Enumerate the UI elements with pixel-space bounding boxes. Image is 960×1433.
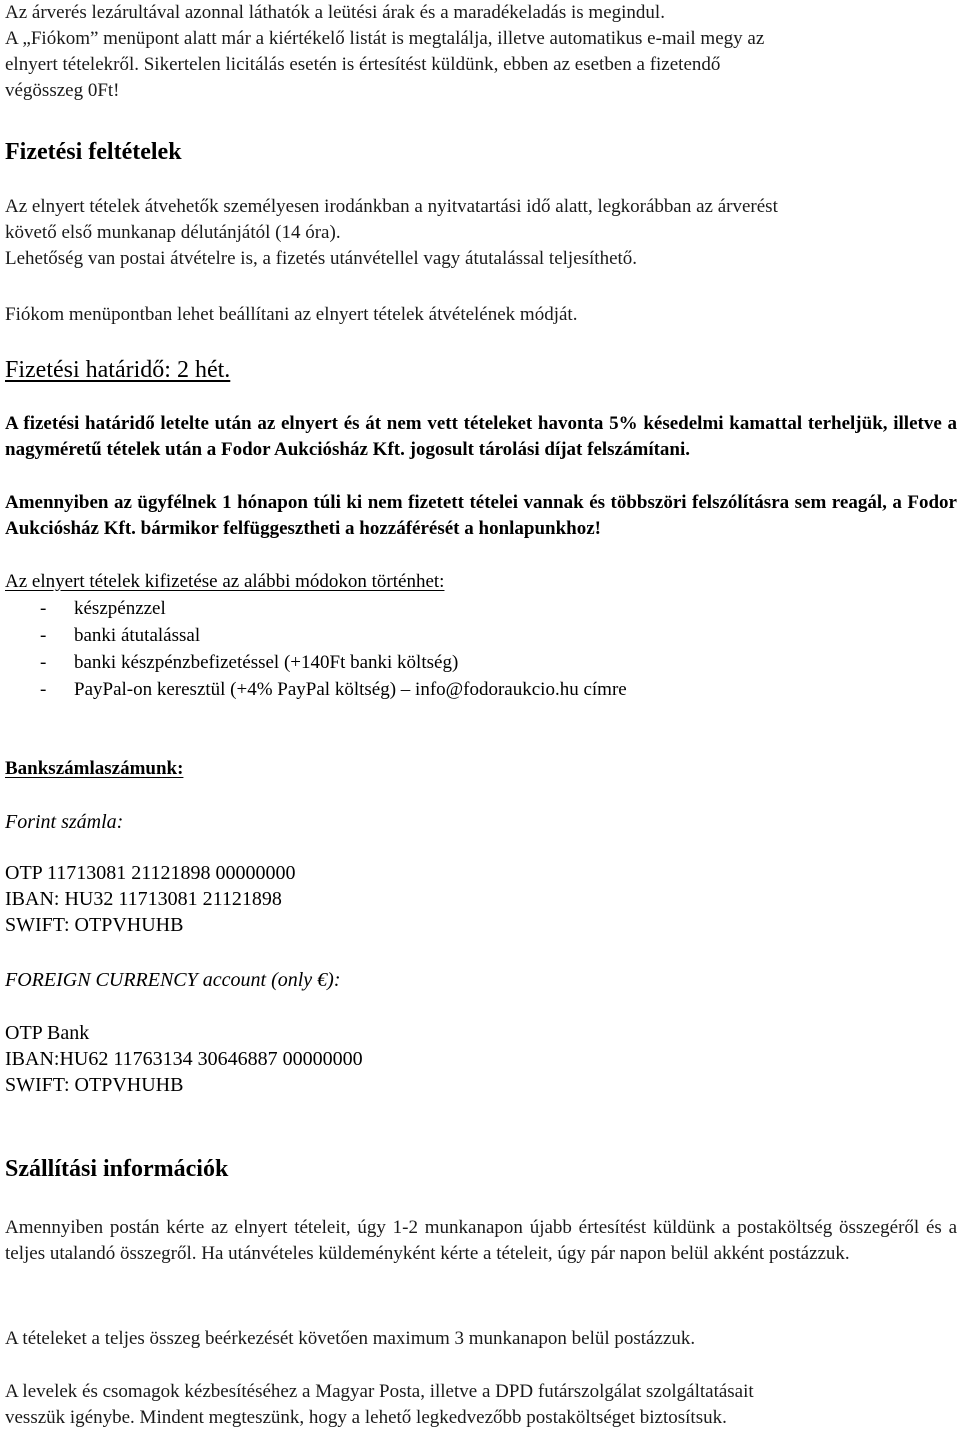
shipping-paragraph-2: A tételeket a teljes összeg beérkezését követően maximum 3 munkanapon belül postázzuk. — [5, 1328, 696, 1349]
list-item-text: banki átutalással — [74, 625, 201, 646]
shipping-paragraph-1: Amennyiben postán kérte az elnyert tételeit, úgy 1-2 munkanapon újabb értesítést küldünk a postaköltség összegéről és a teljes utalandó összegről. Ha utánvételes küldeményként kérte a tételeit, úgy pár napon belül akként postázzuk. — [5, 1217, 957, 1264]
shipping-heading: Szállítási információk — [5, 1156, 229, 1182]
foreign-account-line: OTP Bank — [5, 1022, 90, 1044]
deadline-heading: Fizetési határidő: 2 hét. — [5, 357, 231, 383]
list-dash: - — [40, 652, 47, 673]
list-dash: - — [40, 625, 47, 646]
bank-heading: Bankszámlaszámunk: — [5, 758, 184, 779]
list-item — [5, 676, 957, 703]
foreign-account-details — [5, 1020, 957, 1098]
payment-terms-line: Lehetőség van postai átvételre is, a fizetés utánvétellel vagy átutalással teljesíthető. — [5, 248, 638, 269]
list-dash: - — [40, 679, 47, 700]
list-item-text: banki készpénzbefizetéssel (+140Ft banki költség) — [74, 652, 459, 673]
shipping-line: vesszük igénybe. Mindent megteszünk, hogy a lehető legkedvezőbb postaköltséget biztosítsuk. — [5, 1407, 727, 1428]
intro-line: végösszeg 0Ft! — [5, 80, 120, 101]
payment-terms-line: követő első munkanap délutánjától (14 óra). — [5, 222, 341, 243]
foreign-account-line: IBAN:HU62 11763134 30646887 00000000 — [5, 1048, 363, 1070]
forint-account-label: Forint számla: — [5, 811, 124, 833]
intro-line: Az árverés lezárultával azonnal láthatók a leütési árak és a maradékeladás is megindul. — [5, 2, 665, 23]
forint-account-label-wrap — [5, 809, 957, 835]
list-item — [5, 649, 957, 676]
intro-paragraph — [5, 0, 957, 104]
list-item — [5, 622, 957, 649]
shipping-paragraph-3 — [5, 1379, 957, 1431]
intro-line: elnyert tételekről. Sikertelen licitálás esetén is értesítést küldünk, ebben az esetben a fizetendő — [5, 54, 721, 75]
payment-terms-line: Az elnyert tételek átvehetők személyesen irodánkban a nyitvatartási idő alatt, legkorábban az árverést — [5, 196, 778, 217]
payment-methods — [5, 569, 957, 703]
deadline-paragraph-2: Amennyiben az ügyfélnek 1 hónapon túli ki nem fizetett tételei vannak és többszöri felszólításra sem reagál, a Fodor Aukciósház Kft. bármikor felfüggesztheti a hozzáférését a honlapunkhoz! — [5, 492, 957, 539]
list-dash: - — [40, 598, 47, 619]
list-item — [5, 595, 957, 622]
intro-line: A „Fiókom” menüpont alatt már a kiértékelő listát is megtalálja, illetve automatikus e-mail megy az — [5, 28, 765, 49]
payment-terms-paragraph-3 — [5, 302, 957, 328]
list-item-text: készpénzzel — [74, 598, 166, 619]
shipping-paragraph-2-wrap — [5, 1326, 957, 1352]
deadline-paragraph-1: A fizetési határidő letelte után az elnyert és át nem vett tételeket havonta 5% késedelmi kamattal terheljük, illetve a nagyméretű tételek után a Fodor Aukciósház Kft. jogosult tárolási díjat felszámítani. — [5, 413, 957, 460]
foreign-account-label-wrap — [5, 967, 957, 993]
payment-terms-line: Fiókom menüpontban lehet beállítani az elnyert tételek átvételének módját. — [5, 304, 578, 325]
payment-terms-paragraph-1 — [5, 194, 957, 272]
shipping-line: A levelek és csomagok kézbesítéséhez a Magyar Posta, illetve a DPD futárszolgálat szolgáltatásait — [5, 1381, 754, 1402]
list-item-text: PayPal-on keresztül (+4% PayPal költség) – info@fodoraukcio.hu címre — [74, 679, 627, 700]
foreign-account-line: SWIFT: OTPVHUHB — [5, 1074, 184, 1096]
payment-methods-heading: Az elnyert tételek kifizetése az alábbi módokon történhet: — [5, 571, 445, 592]
forint-account-details — [5, 860, 957, 938]
bank-heading-wrap — [5, 756, 957, 782]
forint-account-line: SWIFT: OTPVHUHB — [5, 914, 184, 936]
payment-terms-heading: Fizetési feltételek — [5, 139, 182, 165]
forint-account-line: IBAN: HU32 11713081 21121898 — [5, 888, 282, 910]
foreign-account-label: FOREIGN CURRENCY account (only €): — [5, 969, 341, 991]
forint-account-line: OTP 11713081 21121898 00000000 — [5, 862, 296, 884]
